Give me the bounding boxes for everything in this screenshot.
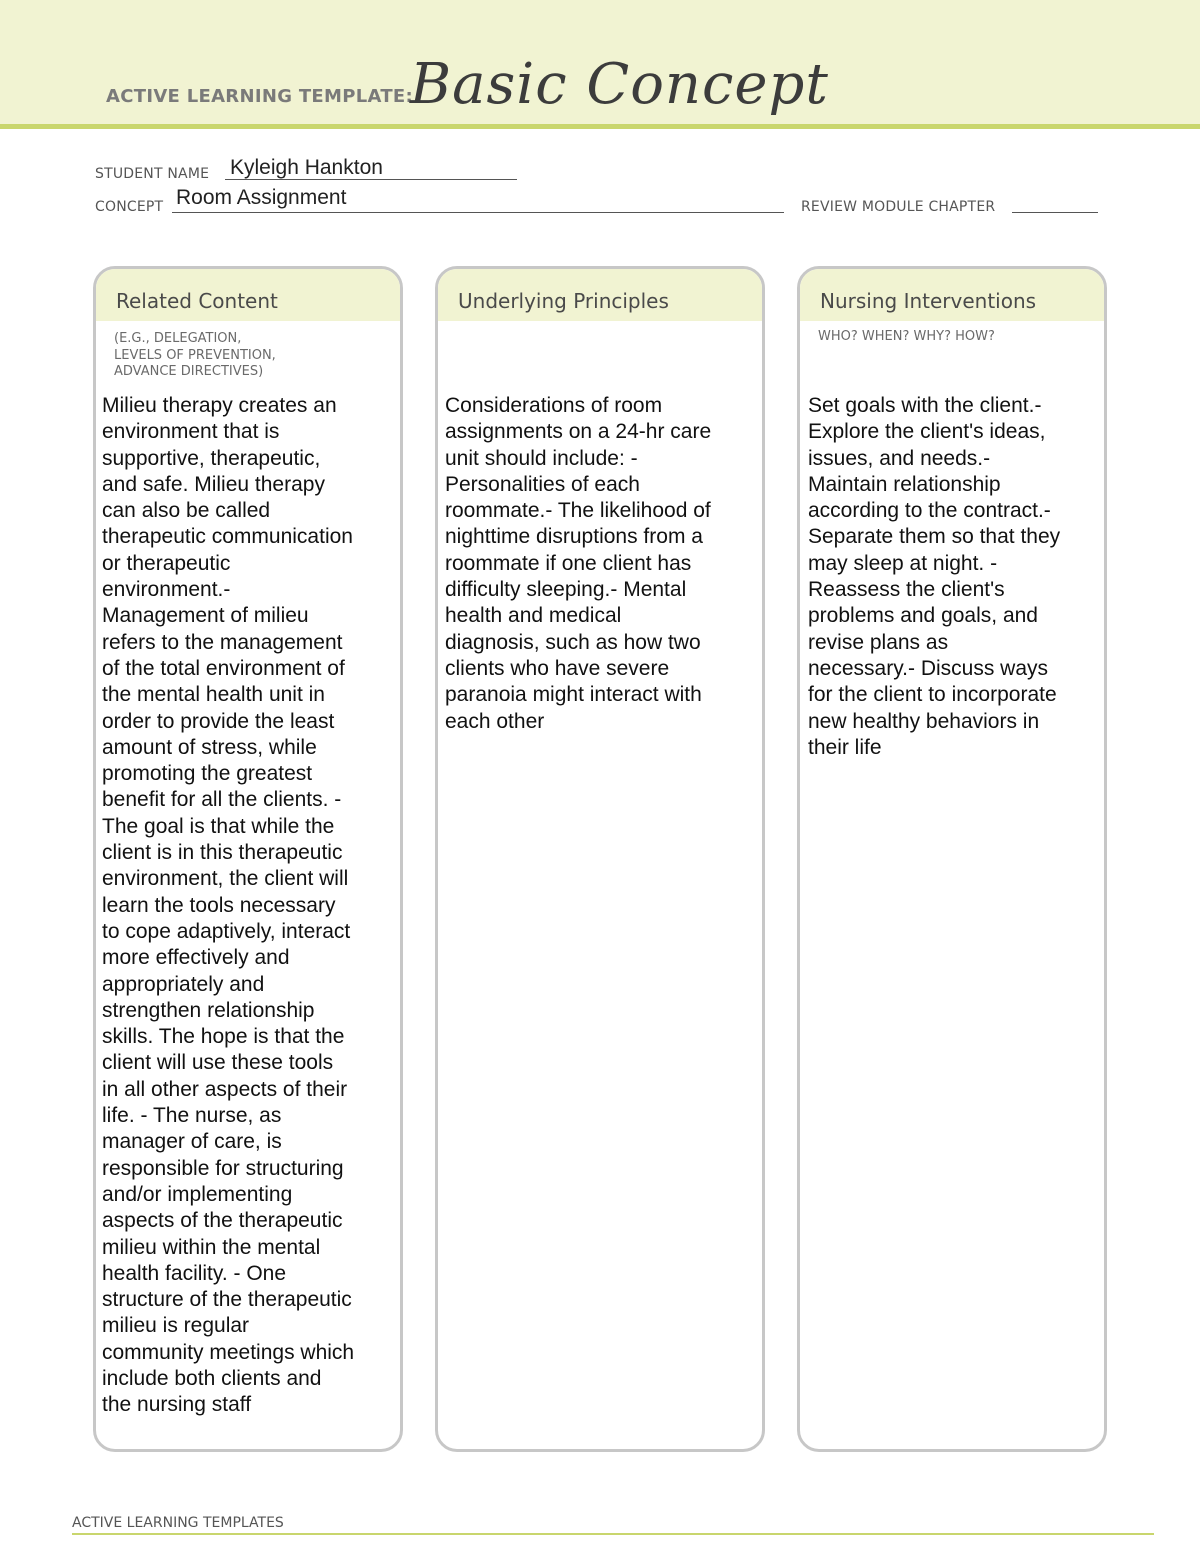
footer-rule xyxy=(72,1533,1154,1535)
related-content-card xyxy=(93,266,403,1452)
concept-label: CONCEPT xyxy=(95,199,164,215)
header-rule xyxy=(0,124,1200,129)
review-module-label: REVIEW MODULE CHAPTER xyxy=(801,199,996,215)
nursing-interventions-title: Nursing Interventions xyxy=(800,269,1104,321)
page-title: Basic Concept xyxy=(410,52,829,117)
underlying-principles-title: Underlying Principles xyxy=(438,269,762,321)
related-content-body[interactable]: Milieu therapy creates an environment that is supportive, therapeutic, and safe. Milieu therapy can also be called therapeutic communication or therapeutic environment.- Management of milieu refers to the management of the total environment of the mental health unit in order to provide the least amount of stress, while promoting the greatest benefit for all the clients. - The goal is that while the client is in this therapeutic environment, the client will learn the tools necessary to cope adaptively, interact more effectively and appropriately and strengthen relationship skills. The hope is that the client will use these tools in all other aspects of their life. - The nurse, as manager of care, is responsible for structuring and/or implementing aspects of the therapeutic milieu within the mental health facility. - One structure of the therapeutic milieu is regular community meetings which include both clients and the nursing staff xyxy=(102,394,355,1417)
related-content-title: Related Content xyxy=(96,269,400,321)
footer-text: ACTIVE LEARNING TEMPLATES xyxy=(72,1515,284,1531)
review-module-line[interactable] xyxy=(1012,212,1098,213)
student-name-field[interactable]: Kyleigh Hankton xyxy=(230,156,383,179)
nursing-interventions-card xyxy=(797,266,1107,1452)
related-content-subtitle: (E.G., DELEGATION, LEVELS OF PREVENTION, ADVANCE DIRECTIVES) xyxy=(114,331,276,379)
concept-field[interactable]: Room Assignment xyxy=(176,186,347,209)
underlying-principles-body[interactable]: Considerations of room assignments on a 24-hr care unit should include: - Personalities of each roommate.- The likelihood of nighttime disruptions from a roommate if one client has difficulty sleeping.- Mental health and medical diagnosis, such as how two clients who have severe paranoia might interact with each other xyxy=(445,394,712,733)
header-label: ACTIVE LEARNING TEMPLATE: xyxy=(106,86,413,107)
nursing-interventions-body[interactable]: Set goals with the client.- Explore the client's ideas, issues, and needs.- Maintain relationship according to the contract.- Separate them so that they may sleep at night. - Reassess the client's problems and goals, and revise plans as necessary.- Discuss ways for the client to incorporate new healthy behaviors in their life xyxy=(808,394,1061,759)
nursing-interventions-subtitle: WHO? WHEN? WHY? HOW? xyxy=(818,329,995,344)
underlying-principles-card xyxy=(435,266,765,1452)
concept-line xyxy=(172,212,784,213)
student-name-label: STUDENT NAME xyxy=(95,166,210,182)
